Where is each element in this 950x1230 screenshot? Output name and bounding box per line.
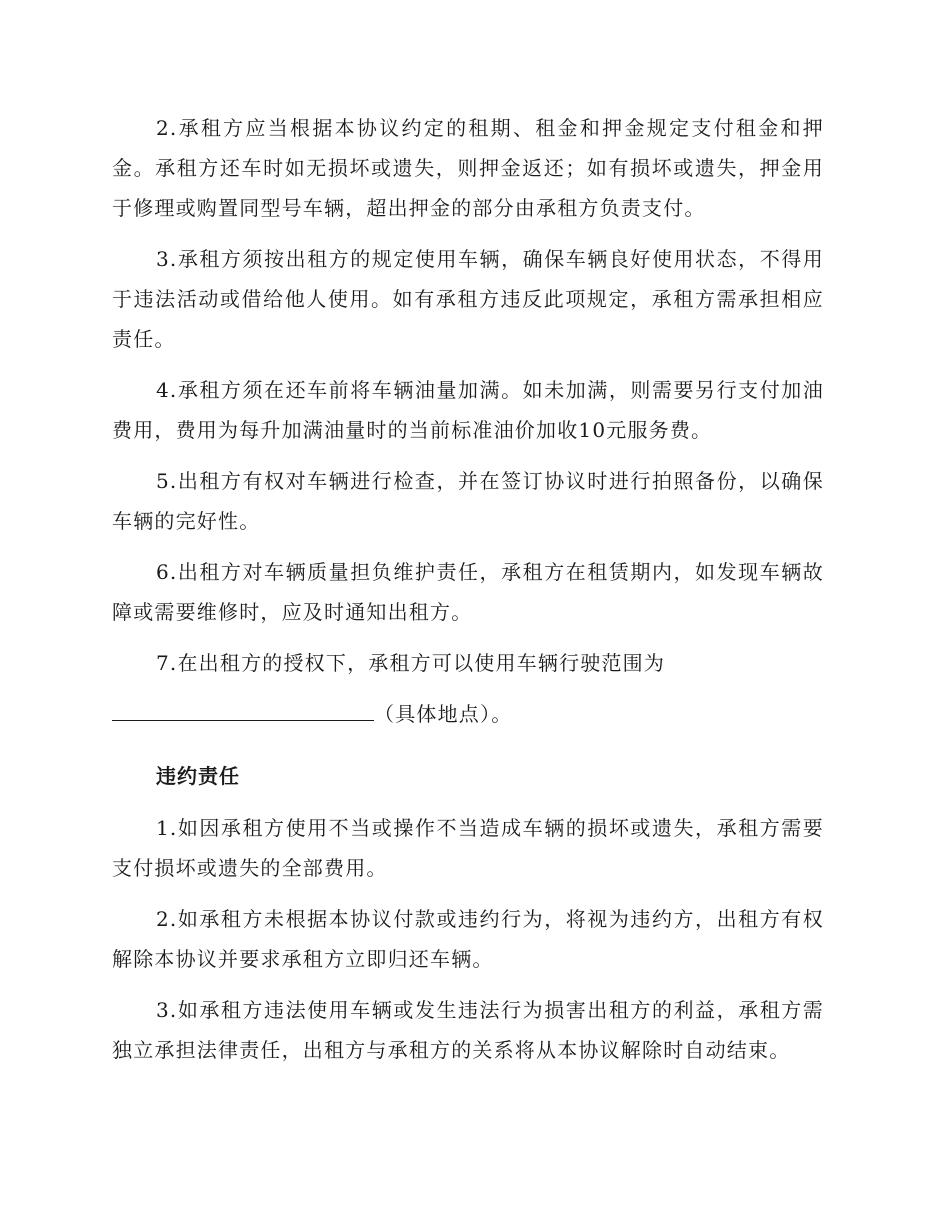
clause-5: 5.出租方有权对车辆进行检查，并在签订协议时进行拍照备份，以确保车辆的完好性。 xyxy=(112,469,824,533)
clause-4: 4.承租方须在还车前将车辆油量加满。如未加满，则需要另行支付加油费用，费用为每升加满油量时的当前标准油价加收10元服务费。 xyxy=(112,378,824,442)
clause-7-text: 7.在出租方的授权下，承租方可以使用车辆行驶范围为 xyxy=(156,651,666,675)
document-page xyxy=(112,108,824,1081)
breach-clause-1: 1.如因承租方使用不当或操作不当造成车辆的损坏或遗失，承租方需要支付损坏或遗失的全部费用。 xyxy=(112,816,824,880)
clause-7-location-line xyxy=(112,694,824,734)
clause-2: 2.承租方应当根据本协议约定的租期、租金和押金规定支付租金和押金。承租方还车时如无损坏或遗失，则押金返还；如有损坏或遗失，押金用于修理或购置同型号车辆，超出押金的部分由承租方负责支付。 xyxy=(112,116,824,220)
section-heading-breach: 违约责任 xyxy=(156,764,240,788)
clause-3: 3.承租方须按出租方的规定使用车辆，确保车辆良好使用状态，不得用于违法活动或借给他人使用。如有承租方违反此项规定，承租方需承担相应责任。 xyxy=(112,247,824,351)
clause-6: 6.出租方对车辆质量担负维护责任，承租方在租赁期内，如发现车辆故障或需要维修时，应及时通知出租方。 xyxy=(112,560,824,624)
clause-7 xyxy=(112,643,824,683)
breach-clause-3: 3.如承租方违法使用车辆或发生违法行为损害出租方的利益，承租方需独立承担法律责任，出租方与承租方的关系将从本协议解除时自动结束。 xyxy=(112,998,824,1062)
location-blank-field[interactable] xyxy=(112,694,374,721)
breach-clause-2: 2.如承租方未根据本协议付款或违约行为，将视为违约方，出租方有权解除本协议并要求承租方立即归还车辆。 xyxy=(112,907,824,971)
clause-7-suffix: （具体地点）。 xyxy=(374,702,513,726)
